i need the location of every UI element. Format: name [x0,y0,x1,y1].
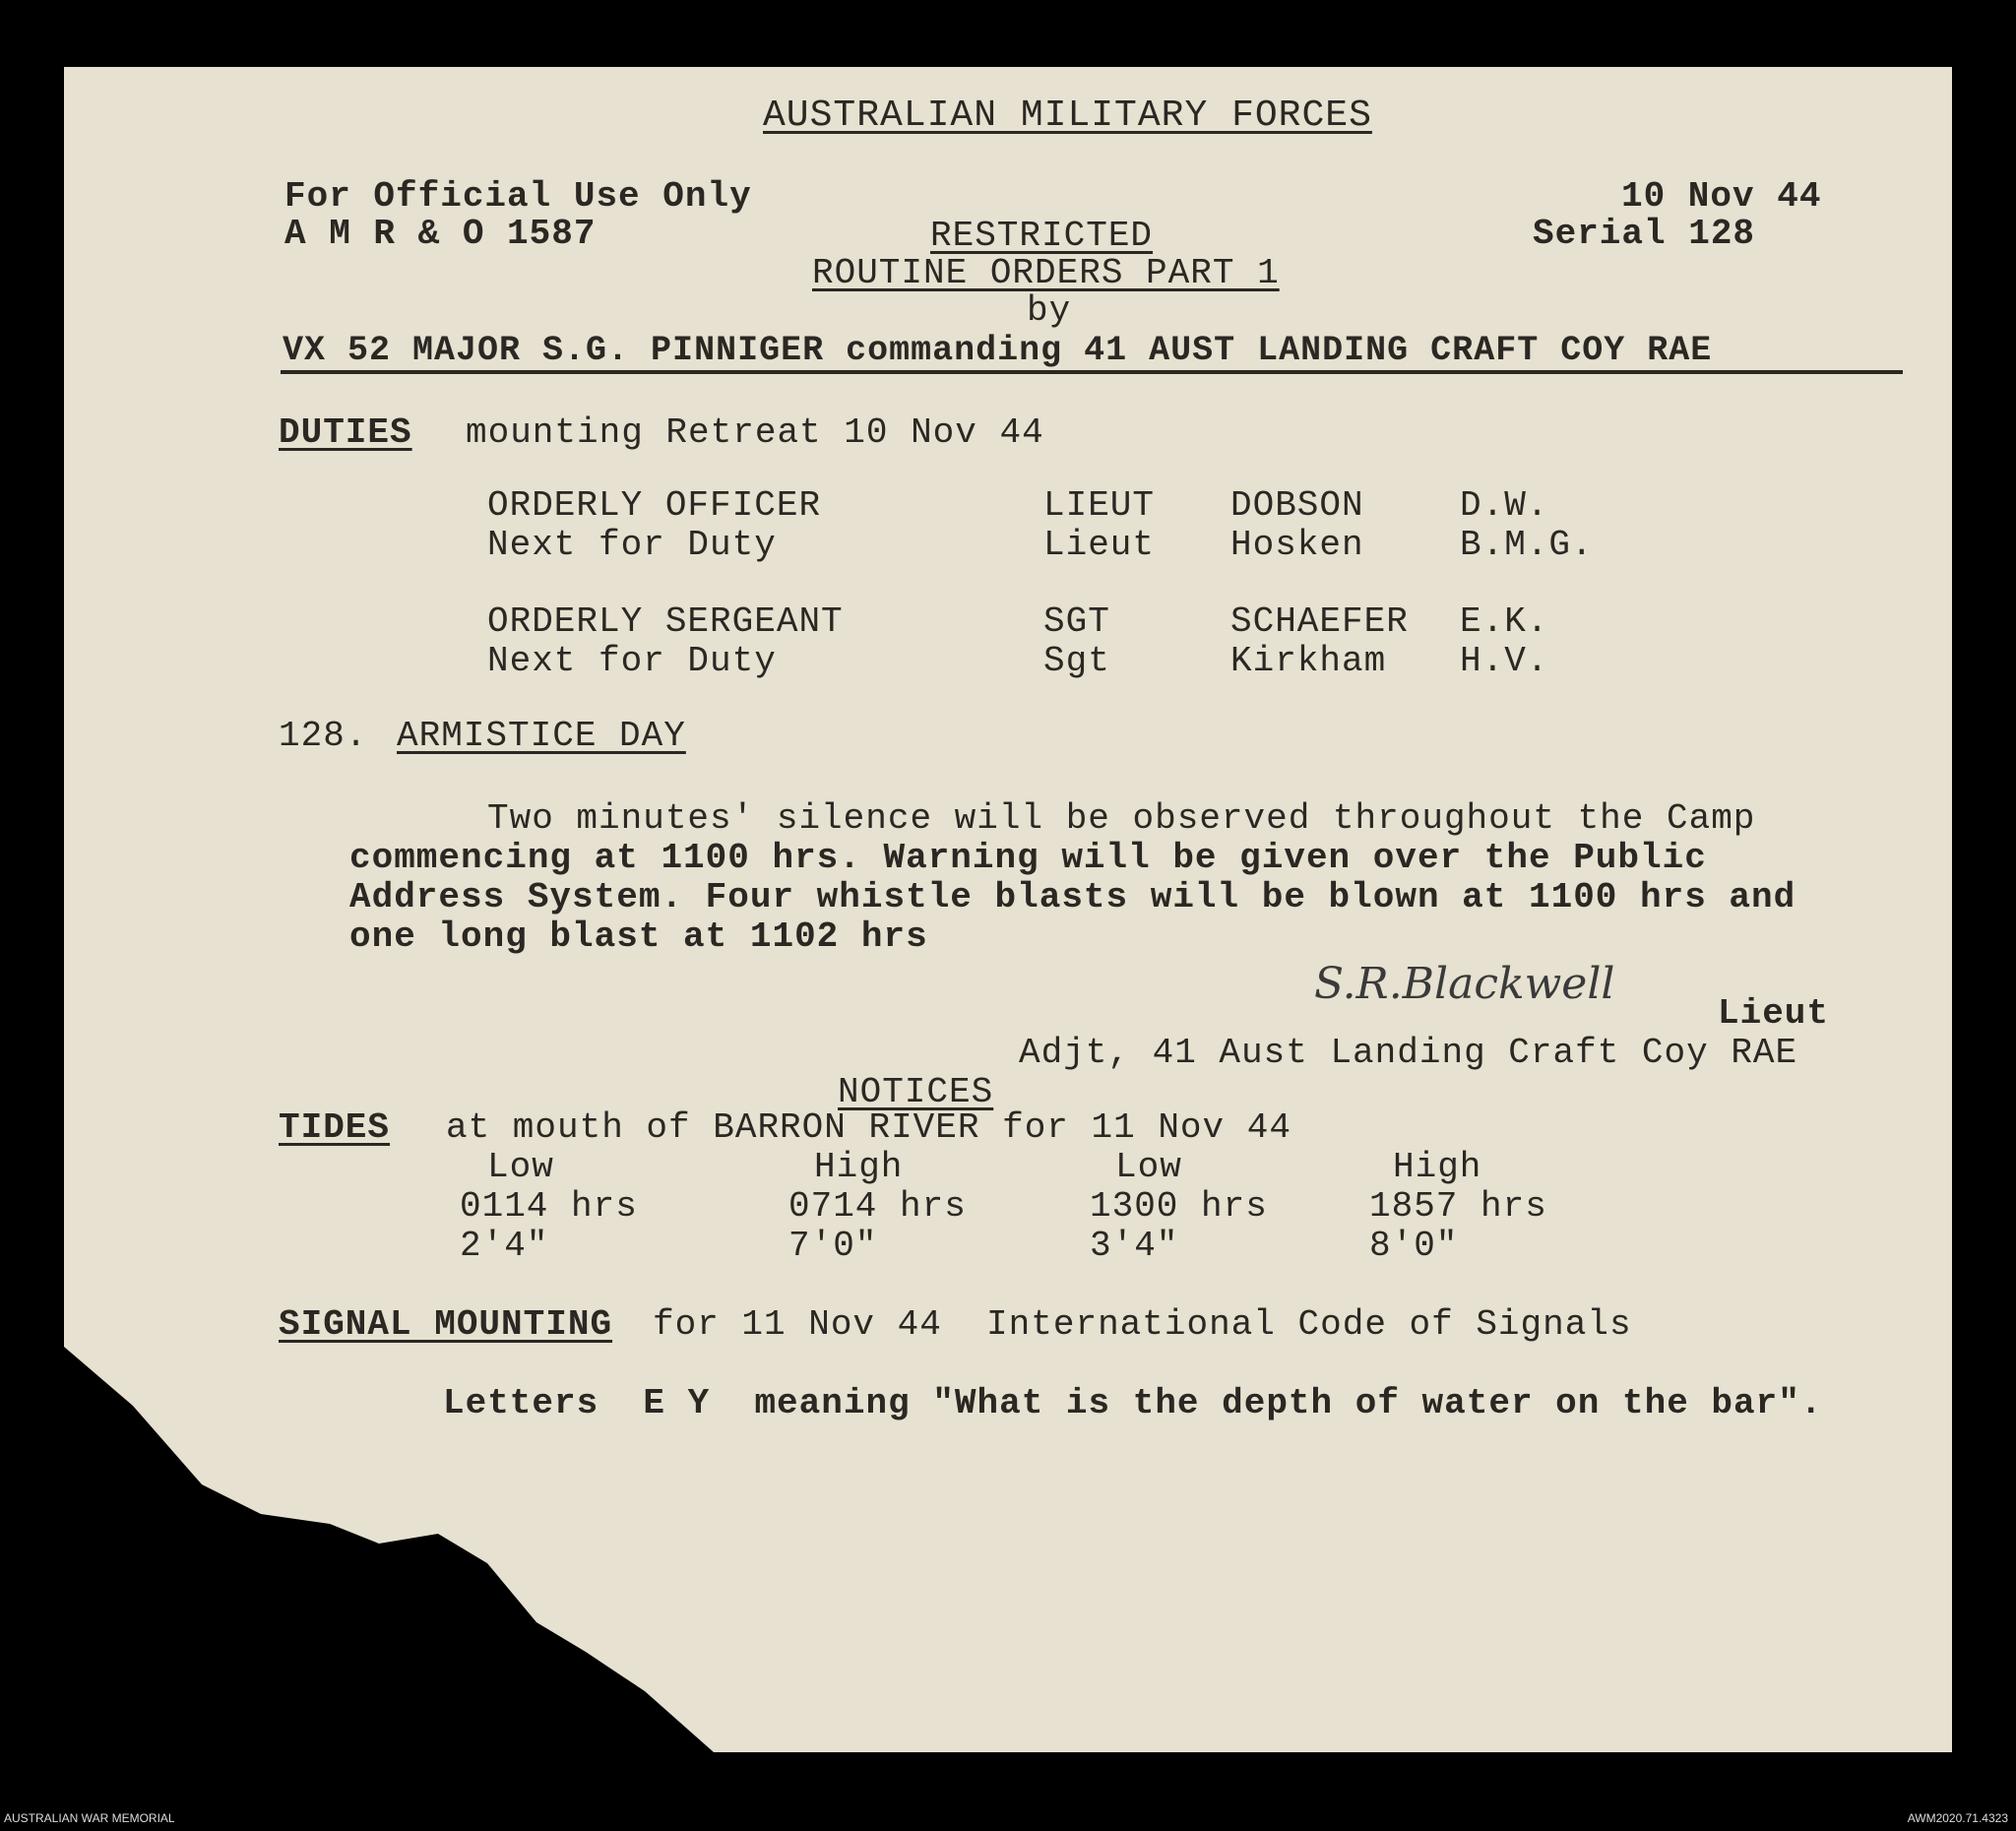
duty-rank: Sgt [1043,641,1110,681]
tide-type: Low [487,1147,554,1187]
duties-label: DUTIES [279,412,412,453]
document-page [64,67,1952,1752]
tide-height: 8'0" [1369,1226,1459,1266]
duty-rank: Lieut [1043,525,1156,565]
tide-type: Low [1115,1147,1182,1187]
signal-label: SIGNAL MOUNTING [279,1304,613,1345]
footer-institution: AUSTRALIAN WAR MEMORIAL [4,1811,175,1825]
duty-name: Hosken [1230,525,1364,565]
tide-height: 7'0" [788,1226,878,1266]
body-line: Two minutes' silence will be observed throughout the Camp [487,798,1756,839]
duty-name: DOBSON [1230,485,1364,526]
tide-time: 0114 hrs [460,1186,638,1227]
order-reference: A M R & O 1587 [284,214,597,254]
by-label: by [1027,290,1072,331]
duties-text: mounting Retreat 10 Nov 44 [466,412,1044,453]
torn-corner [64,67,1952,1752]
duty-initials: D.W. [1460,485,1549,526]
order-number: 128. [279,716,368,756]
order-date: 10 Nov 44 [1621,176,1822,217]
signature-image: S.R.Blackwell [1314,959,1615,1009]
duty-initials: B.M.G. [1460,525,1594,565]
duty-role: ORDERLY OFFICER [487,485,822,526]
duty-initials: E.K. [1460,601,1549,642]
signatory-appointment: Adjt, 41 Aust Landing Craft Coy RAE [1019,1033,1798,1073]
orders-title: ROUTINE ORDERS PART 1 [812,253,1280,293]
signal-text: for 11 Nov 44 International Code of Signals [653,1304,1632,1345]
tide-time: 1857 hrs [1369,1186,1547,1227]
restricted-label: RESTRICTED [930,216,1154,256]
duty-rank: LIEUT [1043,485,1156,526]
signal-letters-line: Letters E Y meaning "What is the depth of water on the bar". [443,1383,1823,1423]
tide-time: 0714 hrs [788,1186,967,1227]
serial-number: Serial 128 [1533,214,1756,254]
body-line: commencing at 1100 hrs. Warning will be given over the Public [349,838,1707,878]
duty-rank: SGT [1043,601,1110,642]
commander-line: VX 52 MAJOR S.G. PINNIGER commanding 41 AUST LANDING CRAFT COY RAE [283,331,1713,370]
tide-type: High [814,1147,904,1187]
duty-name: Kirkham [1230,641,1387,681]
tides-label: TIDES [279,1107,391,1148]
notices-heading: NOTICES [838,1072,994,1112]
signatory-rank: Lieut [1718,993,1830,1034]
tide-height: 3'4" [1090,1226,1179,1266]
tide-time: 1300 hrs [1090,1186,1268,1227]
tide-type: High [1393,1147,1482,1187]
footer-accession: AWM2020.71.4323 [1907,1811,2008,1825]
duty-role: Next for Duty [487,641,777,681]
duty-name: SCHAEFER [1230,601,1409,642]
body-line: Address System. Four whistle blasts will be blown at 1100 hrs and [349,877,1796,917]
official-use-label: For Official Use Only [284,176,752,217]
armistice-title: ARMISTICE DAY [397,716,686,756]
duty-initials: H.V. [1460,641,1549,681]
duty-role: ORDERLY SERGEANT [487,601,844,642]
org-heading: AUSTRALIAN MILITARY FORCES [763,95,1372,137]
body-line: one long blast at 1102 hrs [349,916,928,957]
duty-role: Next for Duty [487,525,777,565]
tides-text: at mouth of BARRON RIVER for 11 Nov 44 [446,1107,1292,1148]
tide-height: 2'4" [460,1226,549,1266]
